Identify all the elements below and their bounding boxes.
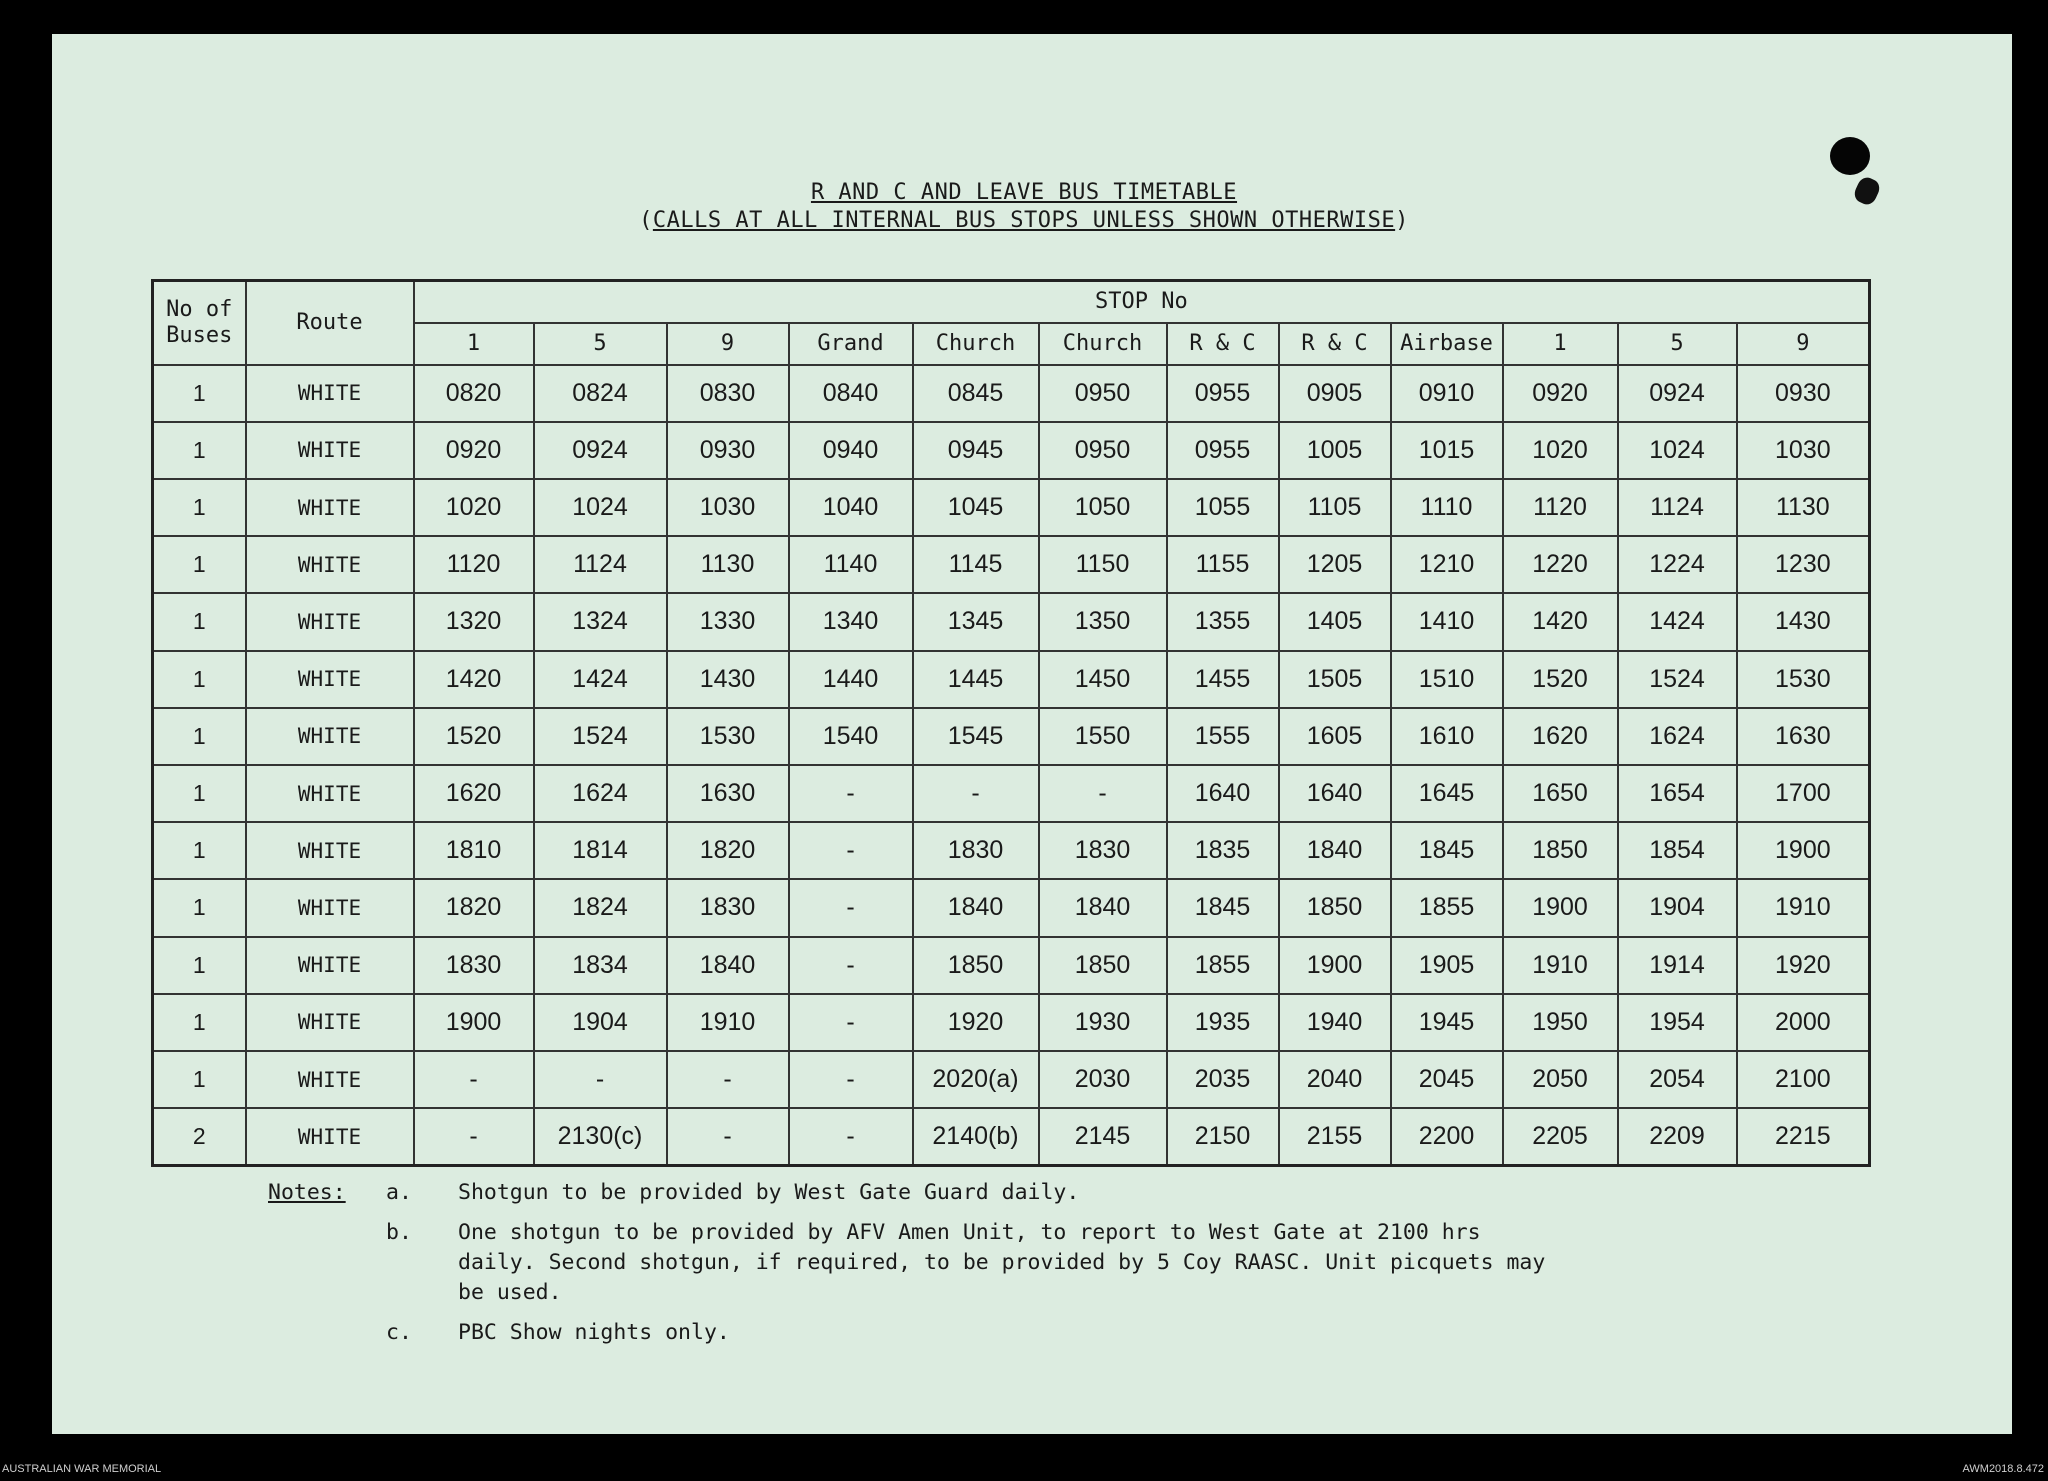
time-cell: 0845	[913, 365, 1039, 422]
stop-header-cell: 5	[534, 323, 667, 365]
time-cell: 1224	[1618, 536, 1737, 593]
time-cell: 1124	[534, 536, 667, 593]
time-cell: 1345	[913, 593, 1039, 650]
buses-cell: 2	[153, 1108, 246, 1165]
time-cell: 2000	[1737, 994, 1870, 1051]
note-letter: a.	[386, 1180, 412, 1205]
route-cell: WHITE	[246, 422, 414, 479]
time-cell: 1920	[913, 994, 1039, 1051]
time-cell: 1905	[1391, 937, 1503, 994]
time-cell: 1140	[789, 536, 913, 593]
table-row	[153, 879, 1870, 936]
time-cell: 1505	[1279, 651, 1391, 708]
time-cell: 1620	[414, 765, 534, 822]
stop-header-cell: 9	[667, 323, 789, 365]
time-cell: 1840	[667, 937, 789, 994]
time-cell: -	[789, 879, 913, 936]
time-cell: 1155	[1167, 536, 1279, 593]
time-cell: 1630	[1737, 708, 1870, 765]
time-cell: 0905	[1279, 365, 1391, 422]
time-cell: -	[789, 937, 913, 994]
time-cell: 1935	[1167, 994, 1279, 1051]
time-cell: 1854	[1618, 822, 1737, 879]
stop-header-cell: Airbase	[1391, 323, 1503, 365]
stop-header-cell: 9	[1737, 323, 1870, 365]
route-cell: WHITE	[246, 1108, 414, 1165]
table-row	[153, 365, 1870, 422]
buses-cell: 1	[153, 765, 246, 822]
time-cell: 1830	[913, 822, 1039, 879]
punch-hole	[1830, 137, 1870, 175]
note-c	[268, 1318, 1828, 1348]
time-cell: 1840	[1279, 822, 1391, 879]
time-cell: 1624	[534, 765, 667, 822]
time-cell: 1210	[1391, 536, 1503, 593]
time-cell: 1950	[1503, 994, 1618, 1051]
time-cell: 2145	[1039, 1108, 1167, 1165]
note-text: One shotgun to be provided by AFV Amen Unit, to report to West Gate at 2100 hrs daily. Second shotgun, if required, to be provided by 5 Coy RAASC. Unit picquets may be used.	[458, 1220, 1546, 1305]
time-cell: 2020(a)	[913, 1051, 1039, 1108]
time-cell: 1355	[1167, 593, 1279, 650]
time-cell: 1120	[414, 536, 534, 593]
time-cell: -	[789, 1108, 913, 1165]
buses-cell: 1	[153, 651, 246, 708]
time-cell: 2040	[1279, 1051, 1391, 1108]
time-cell: 0930	[1737, 365, 1870, 422]
time-cell: 1445	[913, 651, 1039, 708]
time-cell: 2054	[1618, 1051, 1737, 1108]
time-cell: 1900	[1737, 822, 1870, 879]
time-cell: 1545	[913, 708, 1039, 765]
header-route: Route	[246, 281, 414, 365]
time-cell: 1005	[1279, 422, 1391, 479]
table-row	[153, 765, 1870, 822]
time-cell: 0820	[414, 365, 534, 422]
time-cell: 1555	[1167, 708, 1279, 765]
time-cell: 1930	[1039, 994, 1167, 1051]
time-cell: 1914	[1618, 937, 1737, 994]
time-cell: 1900	[1503, 879, 1618, 936]
notes-section	[268, 1178, 1828, 1358]
time-cell: 1130	[667, 536, 789, 593]
table-row	[153, 1051, 1870, 1108]
document-subtitle: (CALLS AT ALL INTERNAL BUS STOPS UNLESS SHOWN OTHERWISE)	[639, 208, 1409, 233]
buses-cell: 1	[153, 479, 246, 536]
table-row	[153, 651, 1870, 708]
route-cell: WHITE	[246, 593, 414, 650]
time-cell: 1524	[534, 708, 667, 765]
route-cell: WHITE	[246, 536, 414, 593]
time-cell: 1024	[1618, 422, 1737, 479]
time-cell: 1030	[1737, 422, 1870, 479]
time-cell: 1940	[1279, 994, 1391, 1051]
time-cell: 1845	[1391, 822, 1503, 879]
time-cell: 1124	[1618, 479, 1737, 536]
time-cell: 1645	[1391, 765, 1503, 822]
time-cell: 1640	[1279, 765, 1391, 822]
time-cell: 1910	[667, 994, 789, 1051]
time-cell: 1150	[1039, 536, 1167, 593]
time-cell: 1820	[414, 879, 534, 936]
time-cell: -	[667, 1108, 789, 1165]
note-text: PBC Show nights only.	[458, 1320, 730, 1345]
notes-label: Notes:	[268, 1180, 346, 1205]
footer-credit: AUSTRALIAN WAR MEMORIAL	[2, 1463, 162, 1475]
time-cell: 1620	[1503, 708, 1618, 765]
time-cell: 2050	[1503, 1051, 1618, 1108]
time-cell: 2035	[1167, 1051, 1279, 1108]
time-cell: 1530	[1737, 651, 1870, 708]
time-cell: 1030	[667, 479, 789, 536]
time-cell: -	[667, 1051, 789, 1108]
table-row	[153, 1108, 1870, 1165]
time-cell: 1850	[1503, 822, 1618, 879]
table-row	[153, 422, 1870, 479]
time-cell: 2155	[1279, 1108, 1391, 1165]
timetable	[151, 279, 1871, 1167]
time-cell: 0830	[667, 365, 789, 422]
time-cell: 1824	[534, 879, 667, 936]
time-cell: -	[414, 1108, 534, 1165]
time-cell: 2215	[1737, 1108, 1870, 1165]
time-cell: 1320	[414, 593, 534, 650]
time-cell: 0940	[789, 422, 913, 479]
time-cell: 1610	[1391, 708, 1503, 765]
time-cell: 0955	[1167, 365, 1279, 422]
time-cell: 1130	[1737, 479, 1870, 536]
buses-cell: 1	[153, 536, 246, 593]
table-row	[153, 708, 1870, 765]
time-cell: 1814	[534, 822, 667, 879]
time-cell: 1520	[414, 708, 534, 765]
time-cell: 1820	[667, 822, 789, 879]
table-row	[153, 937, 1870, 994]
time-cell: 1424	[534, 651, 667, 708]
time-cell: 1430	[667, 651, 789, 708]
time-cell: 1220	[1503, 536, 1618, 593]
time-cell: 1850	[913, 937, 1039, 994]
time-cell: 1440	[789, 651, 913, 708]
time-cell: 2205	[1503, 1108, 1618, 1165]
note-b	[268, 1218, 1558, 1308]
time-cell: 0945	[913, 422, 1039, 479]
stop-header-cell: 1	[1503, 323, 1618, 365]
time-cell: 0955	[1167, 422, 1279, 479]
time-cell: 1654	[1618, 765, 1737, 822]
time-cell: 2140(b)	[913, 1108, 1039, 1165]
time-cell: 1954	[1618, 994, 1737, 1051]
time-cell: 1830	[667, 879, 789, 936]
time-cell: 1520	[1503, 651, 1618, 708]
table-row	[153, 994, 1870, 1051]
time-cell: 1945	[1391, 994, 1503, 1051]
time-cell: 1055	[1167, 479, 1279, 536]
stop-header-cell: R & C	[1279, 323, 1391, 365]
time-cell: 1840	[1039, 879, 1167, 936]
footer-accession: AWM2018.8.472	[1962, 1463, 2044, 1475]
time-cell: 1050	[1039, 479, 1167, 536]
time-cell: 1850	[1279, 879, 1391, 936]
buses-cell: 1	[153, 593, 246, 650]
time-cell: 1855	[1391, 879, 1503, 936]
time-cell: 1015	[1391, 422, 1503, 479]
buses-cell: 1	[153, 822, 246, 879]
stop-header-cell: Church	[1039, 323, 1167, 365]
route-cell: WHITE	[246, 1051, 414, 1108]
time-cell: 1855	[1167, 937, 1279, 994]
time-cell: 0840	[789, 365, 913, 422]
time-cell: 1850	[1039, 937, 1167, 994]
time-cell: 0924	[534, 422, 667, 479]
time-cell: 1324	[534, 593, 667, 650]
time-cell: 0924	[1618, 365, 1737, 422]
time-cell: 1420	[1503, 593, 1618, 650]
route-cell: WHITE	[246, 651, 414, 708]
time-cell: 1810	[414, 822, 534, 879]
time-cell: 0920	[414, 422, 534, 479]
time-cell: 1910	[1737, 879, 1870, 936]
document-title: R AND C AND LEAVE BUS TIMETABLE	[810, 180, 1238, 205]
time-cell: 1105	[1279, 479, 1391, 536]
note-text: Shotgun to be provided by West Gate Guard daily.	[458, 1180, 1080, 1205]
time-cell: -	[789, 1051, 913, 1108]
timetable-body	[153, 365, 1870, 1166]
time-cell: 1045	[913, 479, 1039, 536]
note-letter: b.	[386, 1220, 412, 1245]
time-cell: 0950	[1039, 422, 1167, 479]
time-cell: 1340	[789, 593, 913, 650]
time-cell: 1904	[1618, 879, 1737, 936]
route-cell: WHITE	[246, 708, 414, 765]
stop-header-cell: 1	[414, 323, 534, 365]
time-cell: -	[534, 1051, 667, 1108]
time-cell: 1510	[1391, 651, 1503, 708]
buses-cell: 1	[153, 365, 246, 422]
route-cell: WHITE	[246, 937, 414, 994]
time-cell: -	[789, 765, 913, 822]
time-cell: 2030	[1039, 1051, 1167, 1108]
time-cell: 1540	[789, 708, 913, 765]
route-cell: WHITE	[246, 365, 414, 422]
buses-cell: 1	[153, 1051, 246, 1108]
time-cell: 1524	[1618, 651, 1737, 708]
time-cell: 1350	[1039, 593, 1167, 650]
time-cell: 1900	[414, 994, 534, 1051]
time-cell: 1605	[1279, 708, 1391, 765]
time-cell: 1830	[414, 937, 534, 994]
note-a	[268, 1178, 1828, 1208]
buses-cell: 1	[153, 937, 246, 994]
table-row	[153, 536, 1870, 593]
stop-header-cell: R & C	[1167, 323, 1279, 365]
time-cell: 1024	[534, 479, 667, 536]
time-cell: 1330	[667, 593, 789, 650]
time-cell: 1530	[667, 708, 789, 765]
time-cell: 1550	[1039, 708, 1167, 765]
time-cell: 0920	[1503, 365, 1618, 422]
time-cell: 1430	[1737, 593, 1870, 650]
time-cell: 1640	[1167, 765, 1279, 822]
time-cell: 1420	[414, 651, 534, 708]
time-cell: 1845	[1167, 879, 1279, 936]
buses-cell: 1	[153, 994, 246, 1051]
time-cell: 1920	[1737, 937, 1870, 994]
time-cell: 1020	[414, 479, 534, 536]
buses-cell: 1	[153, 422, 246, 479]
time-cell: -	[789, 994, 913, 1051]
time-cell: 1205	[1279, 536, 1391, 593]
time-cell: 0950	[1039, 365, 1167, 422]
time-cell: 1405	[1279, 593, 1391, 650]
time-cell: 1410	[1391, 593, 1503, 650]
table-row	[153, 822, 1870, 879]
time-cell: -	[1039, 765, 1167, 822]
time-cell: 0910	[1391, 365, 1503, 422]
time-cell: 1900	[1279, 937, 1391, 994]
time-cell: -	[789, 822, 913, 879]
time-cell: 1020	[1503, 422, 1618, 479]
time-cell: -	[414, 1051, 534, 1108]
time-cell: 1145	[913, 536, 1039, 593]
buses-cell: 1	[153, 879, 246, 936]
time-cell: 1835	[1167, 822, 1279, 879]
time-cell: 2209	[1618, 1108, 1737, 1165]
buses-cell: 1	[153, 708, 246, 765]
time-cell: 1624	[1618, 708, 1737, 765]
time-cell: 2100	[1737, 1051, 1870, 1108]
time-cell: 2045	[1391, 1051, 1503, 1108]
route-cell: WHITE	[246, 822, 414, 879]
stop-header-cell: Grand	[789, 323, 913, 365]
note-letter: c.	[386, 1320, 412, 1345]
stop-header-cell: Church	[913, 323, 1039, 365]
time-cell: 1834	[534, 937, 667, 994]
time-cell: 2130(c)	[534, 1108, 667, 1165]
time-cell: 1120	[1503, 479, 1618, 536]
time-cell: 1455	[1167, 651, 1279, 708]
time-cell: -	[913, 765, 1039, 822]
route-cell: WHITE	[246, 765, 414, 822]
time-cell: 2200	[1391, 1108, 1503, 1165]
route-cell: WHITE	[246, 479, 414, 536]
time-cell: 1650	[1503, 765, 1618, 822]
time-cell: 1910	[1503, 937, 1618, 994]
stop-header-cell: 5	[1618, 323, 1737, 365]
time-cell: 1040	[789, 479, 913, 536]
table-row	[153, 479, 1870, 536]
time-cell: 1230	[1737, 536, 1870, 593]
time-cell: 1630	[667, 765, 789, 822]
route-cell: WHITE	[246, 994, 414, 1051]
time-cell: 1110	[1391, 479, 1503, 536]
time-cell: 2150	[1167, 1108, 1279, 1165]
header-buses: No of Buses	[153, 281, 246, 365]
time-cell: 1700	[1737, 765, 1870, 822]
time-cell: 1830	[1039, 822, 1167, 879]
table-row	[153, 593, 1870, 650]
time-cell: 1450	[1039, 651, 1167, 708]
time-cell: 0824	[534, 365, 667, 422]
route-cell: WHITE	[246, 879, 414, 936]
time-cell: 1840	[913, 879, 1039, 936]
time-cell: 0930	[667, 422, 789, 479]
time-cell: 1904	[534, 994, 667, 1051]
header-stop-no: STOP No	[414, 281, 1870, 323]
time-cell: 1424	[1618, 593, 1737, 650]
